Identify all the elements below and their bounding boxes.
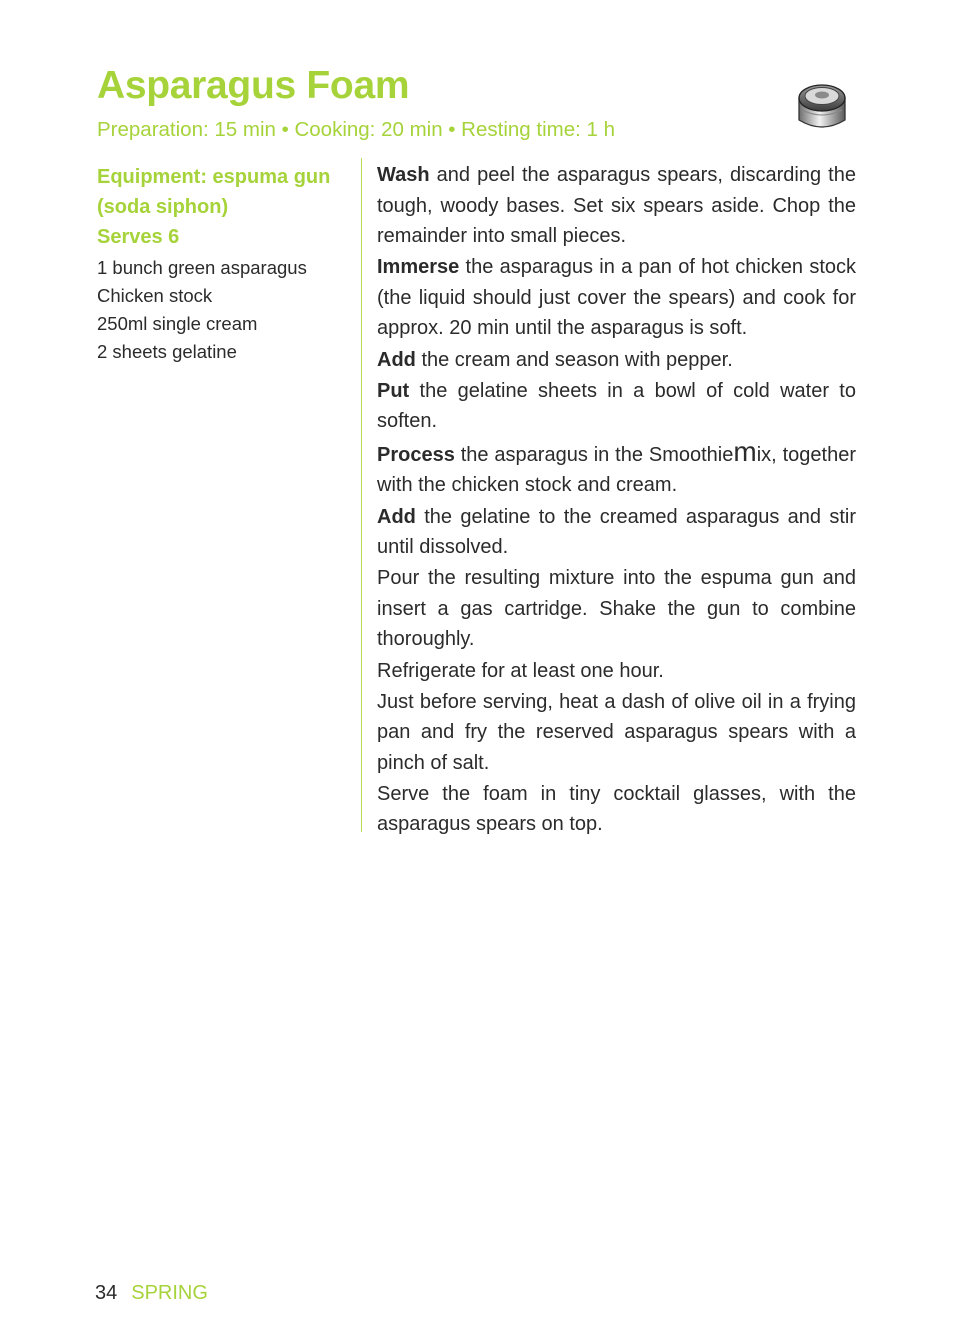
step-text: the gelatine to the creamed asparagus and stir until dissolved.: [377, 505, 856, 559]
step-verb: Process: [377, 443, 455, 466]
method-step: Serve the foam in tiny cocktail glasses, with the asparagus spears on top.: [377, 782, 856, 836]
step-verb: Wash: [377, 164, 430, 186]
method-step: [377, 435, 856, 501]
mixer-jug-icon: [794, 76, 850, 134]
step-text: the gelatine sheets in a bowl of cold water to soften.: [377, 379, 856, 433]
step-text: the cream and season with pepper.: [415, 348, 733, 371]
ingredient-item: 250ml single cream: [97, 313, 258, 334]
recipe-timing: Preparation: 15 min • Cooking: 20 min • Resting time: 1 h: [97, 118, 615, 141]
ingredient-item: 1 bunch green asparagus: [97, 257, 307, 278]
ingredients-panel: [97, 162, 347, 366]
step-verb: Add: [377, 505, 416, 528]
step-verb: Add: [377, 348, 416, 371]
step-text: and peel the asparagus spears, discarding the tough, woody bases. Set six spears aside. Chop the remainder into small pieces.: [377, 164, 856, 248]
method-step: [377, 502, 856, 563]
recipe-title: Asparagus Foam: [97, 64, 410, 107]
step-text: the asparagus in a pan of hot chicken stock (the liquid should just cover the spears) and cook for approx. 20 min until the asparagus is soft.: [377, 256, 856, 340]
method-step: Pour the resulting mixture into the espuma gun and insert a gas cartridge. Shake the gun to combine thoroughly.: [377, 567, 856, 651]
method-step: Refrigerate for at least one hour.: [377, 659, 664, 682]
column-divider: [361, 158, 362, 832]
ingredient-item: Chicken stock: [97, 285, 213, 306]
method-step: Just before serving, heat a dash of olive oil in a frying pan and fry the reserved asparagus spears with a pinch of salt.: [377, 690, 856, 774]
method-step: [377, 252, 856, 344]
page-footer: [95, 1282, 208, 1305]
step-verb: Put: [377, 379, 410, 402]
method-step: [377, 160, 856, 252]
equipment-line: Equipment: espuma gun: [97, 166, 331, 188]
ingredient-item: 2 sheets gelatine: [97, 341, 237, 362]
brand-mark: m: [733, 435, 757, 467]
method-step: [377, 376, 856, 437]
ingredient-list: [97, 254, 347, 366]
step-text: ix, together with the chicken stock and cream.: [377, 443, 856, 497]
page-number: 34: [95, 1282, 118, 1304]
method-step: [377, 345, 856, 376]
equipment-line: (soda siphon): [97, 196, 229, 218]
method-panel: [377, 160, 856, 841]
step-verb: Immerse: [377, 256, 460, 279]
step-text: the asparagus in the Smoothie: [454, 443, 734, 466]
section-name: SPRING: [131, 1282, 208, 1304]
serves-label: Serves 6: [97, 226, 180, 248]
